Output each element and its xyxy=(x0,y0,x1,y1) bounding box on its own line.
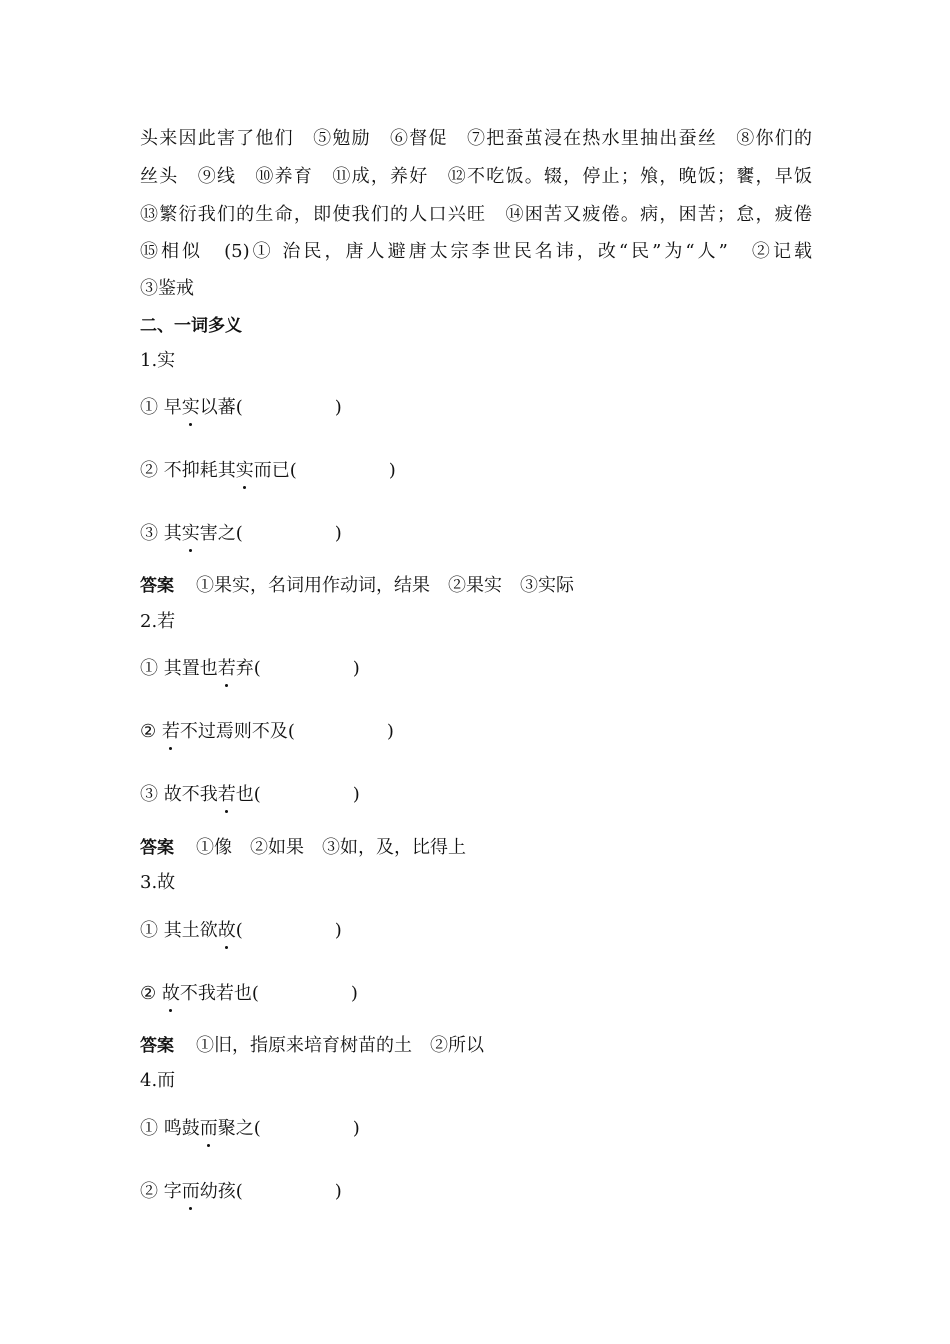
text-segment: ) xyxy=(334,523,342,544)
answer-label: 答案 xyxy=(140,576,174,596)
emphasis-mark: 若 xyxy=(161,721,180,742)
question-item xyxy=(140,459,812,483)
emphasis-mark: 若 xyxy=(217,784,236,805)
text-segment: ①果实，名词用作动词，结果 ②果实 ③实际 xyxy=(196,575,574,596)
text-segment: ① 早 xyxy=(140,397,182,418)
text-segment: ② xyxy=(140,983,162,1004)
text-segment: 不过焉则不及( xyxy=(179,721,295,742)
section-title: 二、一词多义 xyxy=(140,316,242,336)
text-segment: 不我若也( xyxy=(179,983,259,1004)
question-item xyxy=(140,522,812,546)
answer-line xyxy=(140,1034,812,1058)
text-segment: ( xyxy=(235,920,243,941)
text-segment: ①旧，指原来培育树苗的土 ②所以 xyxy=(196,1035,484,1056)
intro-line: 丝头 ⑨线 ⑩养育 ⑪成，养好 ⑫不吃饭。辍，停止；飧，晚饭；饔，早饭 xyxy=(140,166,812,187)
group-heading: 4.而 xyxy=(140,1070,176,1091)
text-segment: ① 其置也 xyxy=(140,658,218,679)
text-segment: ) xyxy=(388,460,396,481)
intro-line: ③鉴戒 xyxy=(140,278,194,299)
question-item xyxy=(140,720,812,744)
text-segment: 弃( xyxy=(235,658,261,679)
question-item xyxy=(140,982,812,1006)
question-item xyxy=(140,919,812,943)
text-segment: 害之( xyxy=(199,523,243,544)
text-segment: ② 字 xyxy=(140,1181,182,1202)
text-segment: ) xyxy=(334,920,342,941)
text-segment: 聚之( xyxy=(217,1118,261,1139)
intro-line: 头来因此害了他们 ⑤勉励 ⑥督促 ⑦把蚕茧浸在热水里抽出蚕丝 ⑧你们的 xyxy=(140,128,812,149)
emphasis-mark: 实 xyxy=(181,523,200,544)
group-heading: 1.实 xyxy=(140,350,176,371)
question-item xyxy=(140,783,812,807)
text-segment: ) xyxy=(350,983,358,1004)
text-segment: ① 鸣鼓 xyxy=(140,1118,200,1139)
text-segment: ) xyxy=(352,658,360,679)
question-item xyxy=(140,1180,812,1204)
emphasis-mark: 实 xyxy=(181,397,200,418)
emphasis-mark: 若 xyxy=(217,658,236,679)
emphasis-mark: 故 xyxy=(217,920,236,941)
emphasis-mark: 故 xyxy=(161,983,180,1004)
group-heading: 3.故 xyxy=(140,872,176,893)
text-segment: ①像 ②如果 ③如，及，比得上 xyxy=(196,837,466,858)
answer-line xyxy=(140,574,812,598)
text-segment: ) xyxy=(352,1118,360,1139)
question-item xyxy=(140,657,812,681)
question-item xyxy=(140,396,812,420)
text-segment: 而已( xyxy=(253,460,297,481)
text-segment: ② xyxy=(140,721,162,742)
intro-line: ⑬繁衍我们的生命，即使我们的人口兴旺 ⑭困苦又疲倦。病，困苦；怠，疲倦 xyxy=(140,204,812,225)
answer-label: 答案 xyxy=(140,1036,174,1056)
text-segment: 以蕃( xyxy=(199,397,243,418)
text-segment: ① 其土欲 xyxy=(140,920,218,941)
emphasis-mark: 而 xyxy=(181,1181,200,1202)
intro-line: ⑮相似 (5)① 治民，唐人避唐太宗李世民名讳，改“民”为“人” ②记载 xyxy=(140,241,812,262)
question-item xyxy=(140,1117,812,1141)
group-heading: 2.若 xyxy=(140,611,176,632)
emphasis-mark: 实 xyxy=(235,460,254,481)
text-segment: ) xyxy=(386,721,394,742)
text-segment: ) xyxy=(334,397,342,418)
text-segment: ③ 故不我 xyxy=(140,784,218,805)
answer-label: 答案 xyxy=(140,838,174,858)
text-segment: ② 不抑耗其 xyxy=(140,460,236,481)
text-segment: 幼孩( xyxy=(199,1181,243,1202)
emphasis-mark: 而 xyxy=(199,1118,218,1139)
text-segment: ③ 其 xyxy=(140,523,182,544)
text-segment: ) xyxy=(352,784,360,805)
text-segment: ) xyxy=(334,1181,342,1202)
answer-line xyxy=(140,836,812,860)
text-segment: 也( xyxy=(235,784,261,805)
